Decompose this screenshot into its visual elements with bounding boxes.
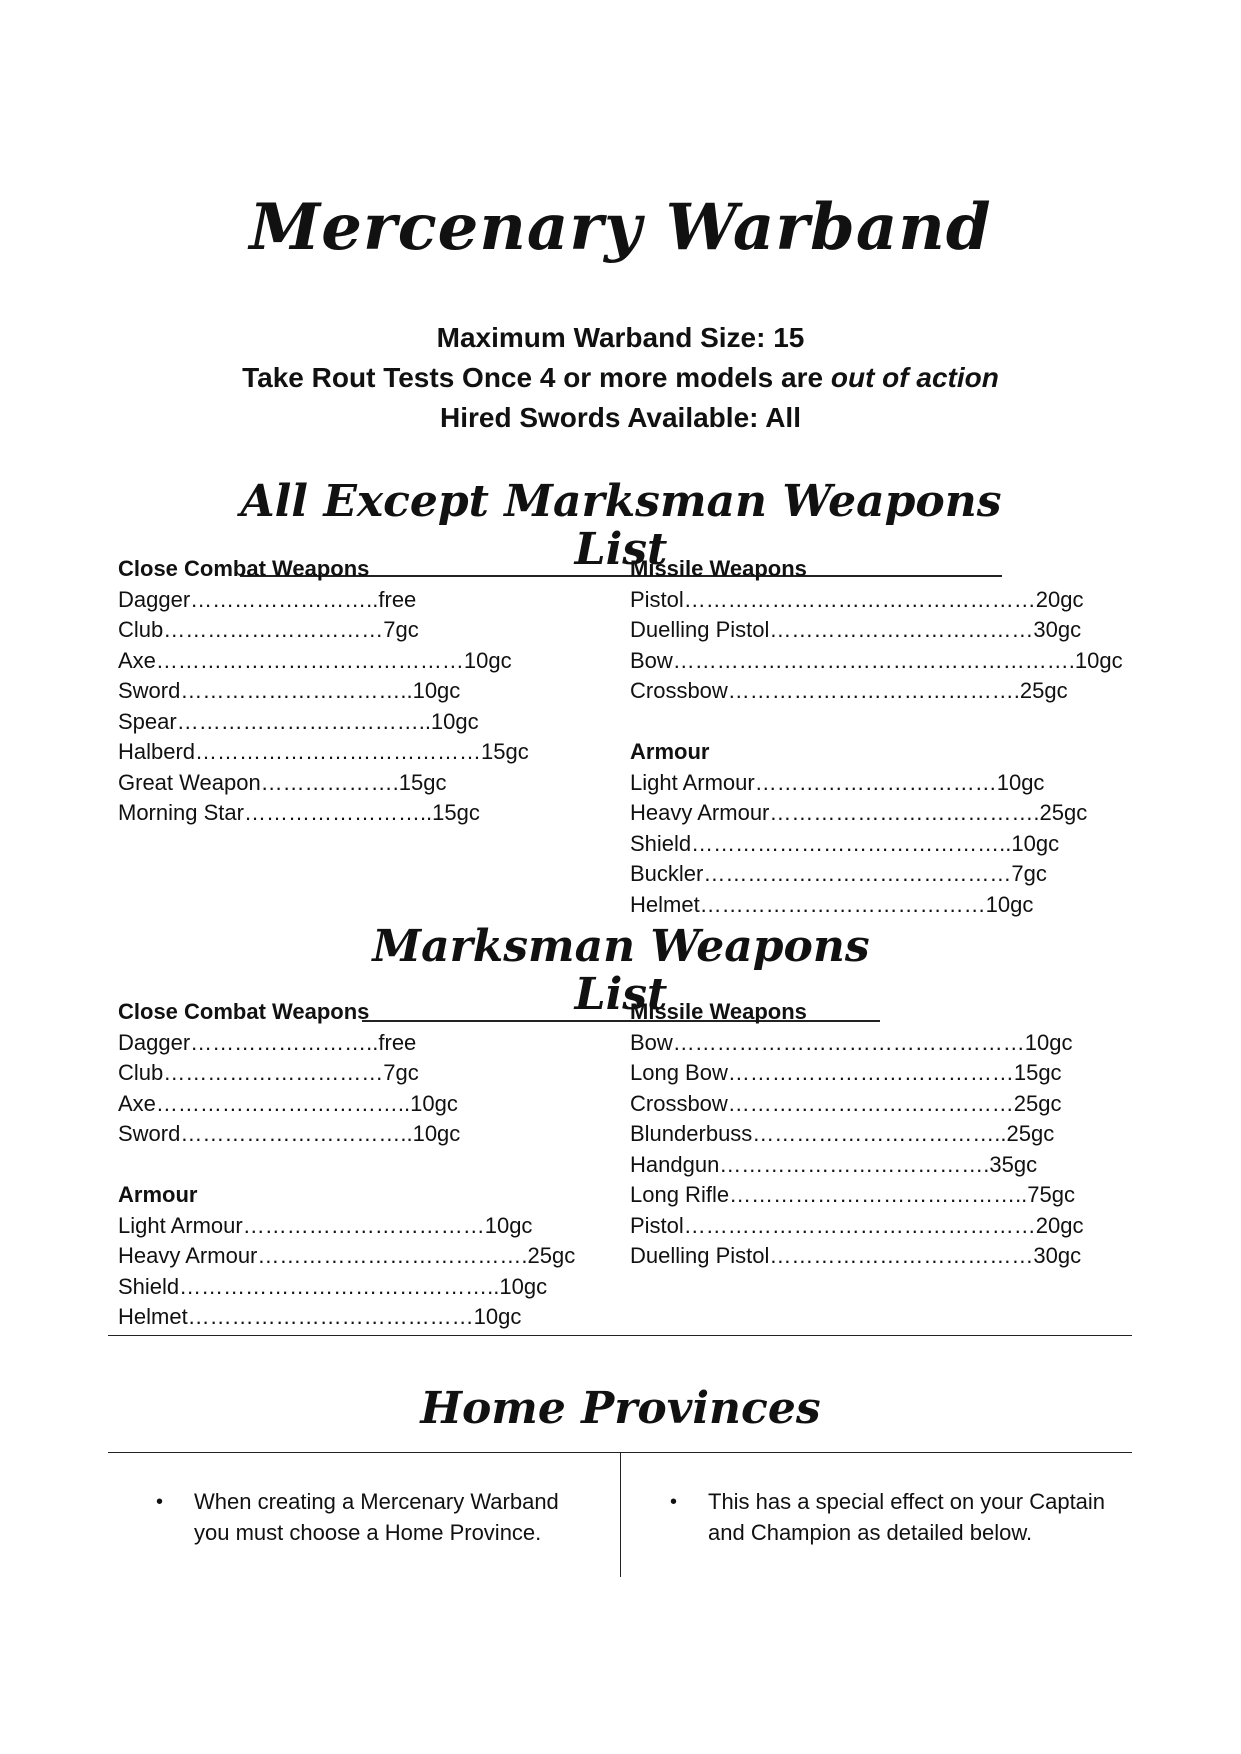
- bullet-icon: •: [156, 1491, 164, 1513]
- s1-missile-armour-column: [630, 554, 1130, 920]
- list-item: Handgun……………………………….35gc: [630, 1151, 1038, 1177]
- hired-swords-rule: Hired Swords Available: All: [440, 402, 801, 433]
- page-title: Mercenary Warband: [249, 190, 992, 265]
- list-item: Long Bow…………………………………15gc: [630, 1060, 1062, 1085]
- s2-missile-heading: Missile Weapons: [630, 999, 807, 1024]
- s2-missile-column: [630, 997, 1130, 1272]
- list-item: Shield……………………………………..10gc: [118, 1273, 548, 1299]
- list-item: Blunderbuss……………………………..25gc: [630, 1121, 1055, 1146]
- list-item: Dagger……………………..free: [118, 586, 417, 612]
- bullet-icon: •: [670, 1491, 678, 1513]
- s1-missile-heading: Missile Weapons: [630, 556, 807, 581]
- list-item: Long Rifle…………………………………..75gc: [630, 1182, 1075, 1207]
- s2-close-combat-armour-column: [118, 997, 598, 1333]
- list-item: Axe……………………………………10gc: [118, 647, 512, 673]
- list-item: Halberd…………………………………15gc: [118, 739, 529, 764]
- section-title-home-provinces: Home Provinces: [420, 1383, 821, 1434]
- home-provinces-column-divider: [620, 1452, 621, 1577]
- list-item: Crossbow…………………………………25gc: [630, 1090, 1062, 1116]
- list-item: Helmet…………………………………10gc: [118, 1304, 522, 1329]
- list-item: Morning Star……………………..15gc: [118, 800, 480, 825]
- s1-armour-heading: Armour: [630, 739, 710, 764]
- spacer: [630, 707, 1130, 738]
- list-item: Bow…………………………………………10gc: [630, 1029, 1073, 1055]
- rout-test-rule: [0, 362, 1241, 394]
- list-item: Spear……………………………..10gc: [118, 708, 479, 734]
- list-item: Shield……………………………………..10gc: [630, 830, 1060, 856]
- s1-close-combat-heading: Close Combat Weapons: [118, 556, 370, 581]
- bullet-text: [194, 1487, 559, 1548]
- list-item: Buckler……………………………………7gc: [630, 861, 1047, 886]
- section-divider: [108, 1335, 1132, 1336]
- max-warband-size: Maximum Warband Size: 15: [436, 322, 805, 353]
- s2-close-combat-heading: Close Combat Weapons: [118, 999, 370, 1024]
- bullet-line: When creating a Mercenary Warband: [194, 1489, 559, 1514]
- list-item: Heavy Armour……………………………….25gc: [630, 800, 1088, 825]
- list-item: Club…………………………7gc: [118, 1060, 419, 1085]
- home-provinces-left-bullet: [156, 1487, 606, 1551]
- list-item: Pistol…………………………………………20gc: [630, 1212, 1084, 1238]
- section-title-marksman: Marksman Weapons List: [362, 923, 880, 1022]
- list-item: Duelling Pistol………………………………30gc: [630, 617, 1082, 642]
- home-provinces-right-bullet: [670, 1487, 1140, 1551]
- list-item: Light Armour……………………………10gc: [630, 769, 1045, 795]
- list-item: Duelling Pistol………………………………30gc: [630, 1243, 1082, 1268]
- list-item: Sword…………………………..10gc: [118, 678, 461, 703]
- list-item: Pistol…………………………………………20gc: [630, 586, 1084, 612]
- list-item: Heavy Armour……………………………….25gc: [118, 1243, 576, 1268]
- list-item: Crossbow………………………………….25gc: [630, 678, 1068, 703]
- s1-close-combat-column: [118, 554, 598, 829]
- bullet-line: you must choose a Home Province.: [194, 1519, 542, 1545]
- section-title-all-except-marksman: All Except Marksman Weapons List: [240, 476, 1002, 576]
- list-item: Dagger……………………..free: [118, 1029, 417, 1055]
- list-item: Helmet…………………………………10gc: [630, 891, 1034, 917]
- rout-test-text: Take Rout Tests Once 4 or more models are: [242, 362, 831, 393]
- list-item: Light Armour……………………………10gc: [118, 1212, 533, 1238]
- bullet-text: [708, 1487, 1105, 1548]
- rout-test-emphasis: out of action: [830, 362, 999, 393]
- spacer: [118, 1150, 598, 1181]
- list-item: Sword…………………………..10gc: [118, 1121, 461, 1146]
- list-item: Club…………………………7gc: [118, 617, 419, 642]
- list-item: Axe……………………………..10gc: [118, 1090, 458, 1116]
- list-item: Bow……………………………………………….10gc: [630, 647, 1123, 673]
- s2-armour-heading: Armour: [118, 1182, 198, 1207]
- list-item: Great Weapon……………….15gc: [118, 769, 447, 795]
- bullet-line: and Champion as detailed below.: [708, 1519, 1033, 1545]
- bullet-line: This has a special effect on your Captain: [708, 1489, 1106, 1514]
